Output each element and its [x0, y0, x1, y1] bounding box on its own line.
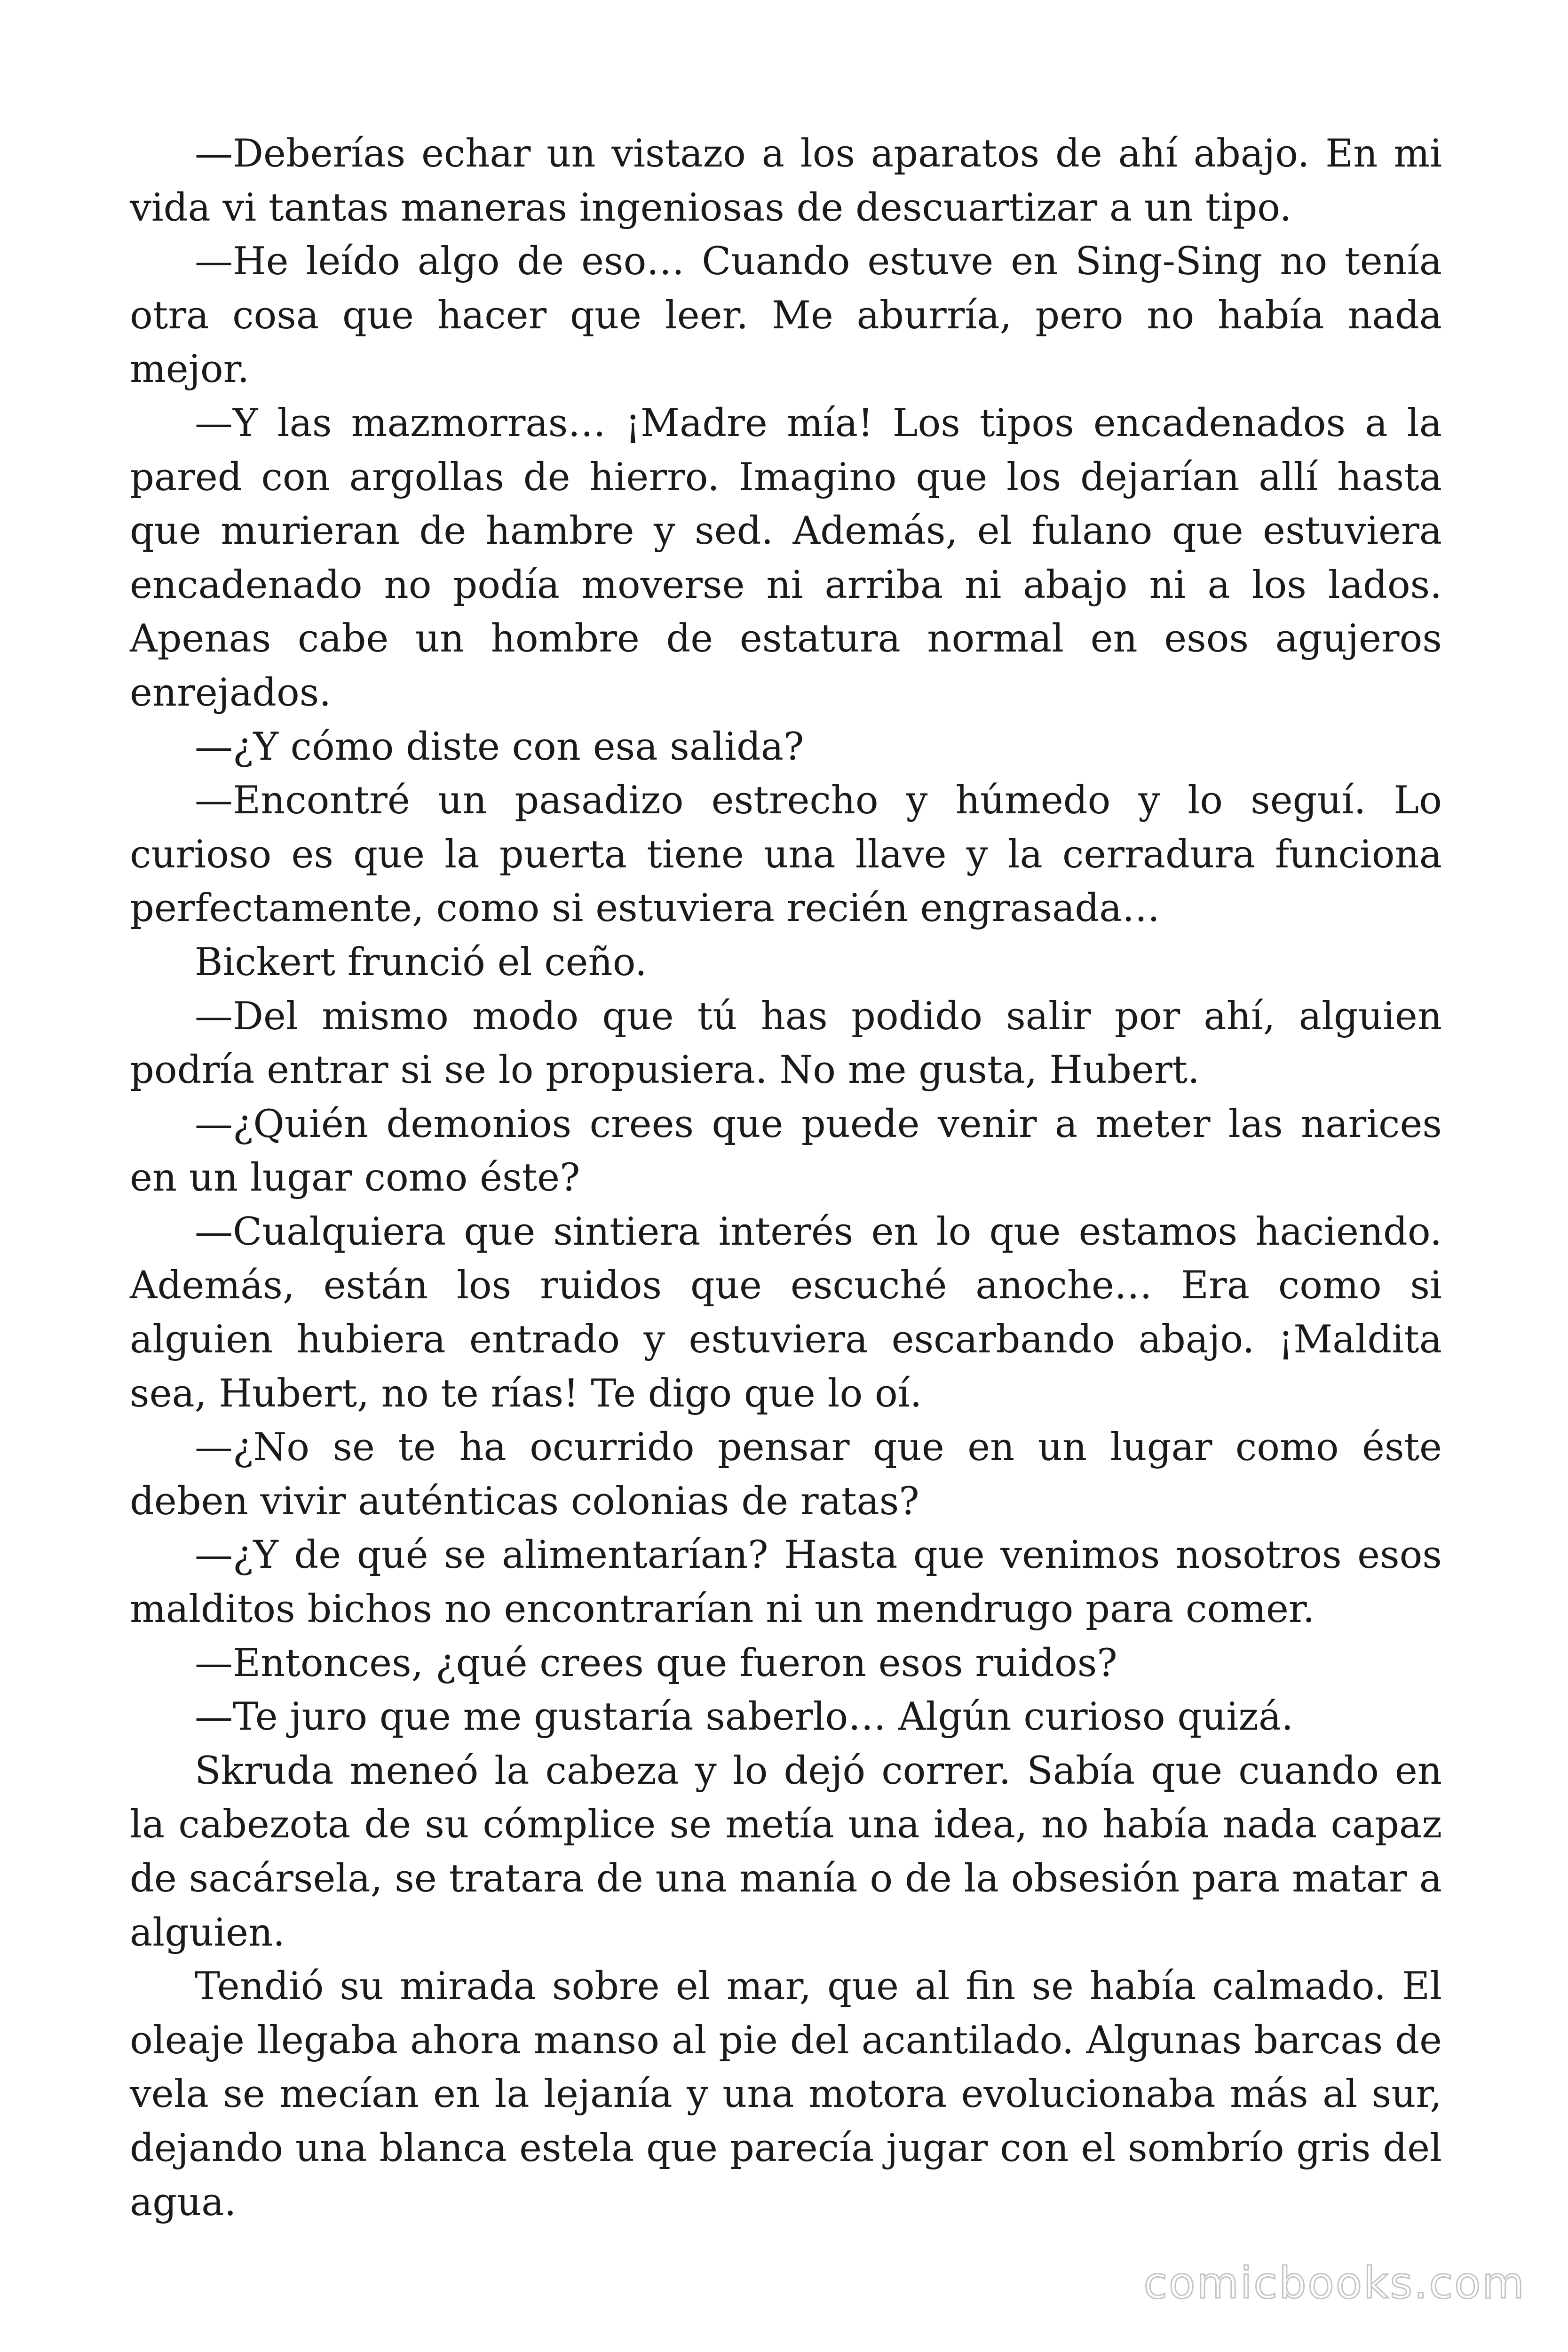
- paragraph-6: Bickert frunció el ceño.: [195, 940, 647, 985]
- paragraph-2: —He leído algo de eso… Cuando estuve en Sing-Sing no tenía otra cosa que hacer que leer. Me aburría, pero no había nada mejor.: [130, 239, 1442, 392]
- paragraph-10: —¿No se te ha ocurrido pensar que en un lugar como éste deben vivir auténticas colonias de ratas?: [130, 1425, 1442, 1524]
- paragraph-5: —Encontré un pasadizo estrecho y húmedo y lo seguí. Lo curioso es que la puerta tiene una llave y la cerradura funciona perfectamente, como si estuviera recién engrasada…: [130, 779, 1442, 931]
- site-watermark: comicbooks.com: [1143, 2258, 1526, 2308]
- paragraph-12: —Entonces, ¿qué crees que fueron esos ruidos?: [195, 1641, 1117, 1685]
- paragraph-3: —Y las mazmorras… ¡Madre mía! Los tipos encadenados a la pared con argollas de hierro. Imagino que los dejarían allí hasta que murieran de hambre y sed. Además, el fulano que estuviera encadenado no podía moverse ni arriba ni abajo ni a los lados. Apenas cabe un hombre de estatura normal en esos agujeros enrejados.: [130, 401, 1442, 715]
- paragraph-14: Skruda meneó la cabeza y lo dejó correr. Sabía que cuando en la cabezota de su cómplice se metía una idea, no había nada capaz de sacársela, se tratara de una manía o de la obsesión para matar a alguien.: [130, 1748, 1442, 1955]
- paragraph-8: —¿Quién demonios crees que puede venir a meter las narices en un lugar como éste?: [130, 1102, 1442, 1200]
- paragraph-1: —Deberías echar un vistazo a los aparatos de ahí abajo. En mi vida vi tantas maneras ingeniosas de descuartizar a un tipo.: [130, 132, 1442, 230]
- paragraph-15: Tendió su mirada sobre el mar, que al fin se había calmado. El oleaje llegaba ahora manso al pie del acantilado. Algunas barcas de vela se mecían en la lejanía y una motora evolucionaba más al sur, dejando una blanca estela que parecía jugar con el sombrío gris del agua.: [130, 1964, 1442, 2225]
- body-text: [130, 127, 1442, 2229]
- paragraph-4: —¿Y cómo diste con esa salida?: [195, 724, 804, 769]
- paragraph-13: —Te juro que me gustaría saberlo… Algún curioso quizá.: [195, 1695, 1293, 1740]
- paragraph-9: —Cualquiera que sintiera interés en lo que estamos haciendo. Además, están los ruidos que escuché anoche… Era como si alguien hubiera entrado y estuviera escarbando abajo. ¡Maldita sea, Hubert, no te rías! Te digo que lo oí.: [130, 1209, 1442, 1416]
- paragraph-7: —Del mismo modo que tú has podido salir por ahí, alguien podría entrar si se lo propusiera. No me gusta, Hubert.: [130, 994, 1442, 1093]
- paragraph-11: —¿Y de qué se alimentarían? Hasta que venimos nosotros esos malditos bichos no encontrarían ni un mendrugo para comer.: [130, 1533, 1442, 1632]
